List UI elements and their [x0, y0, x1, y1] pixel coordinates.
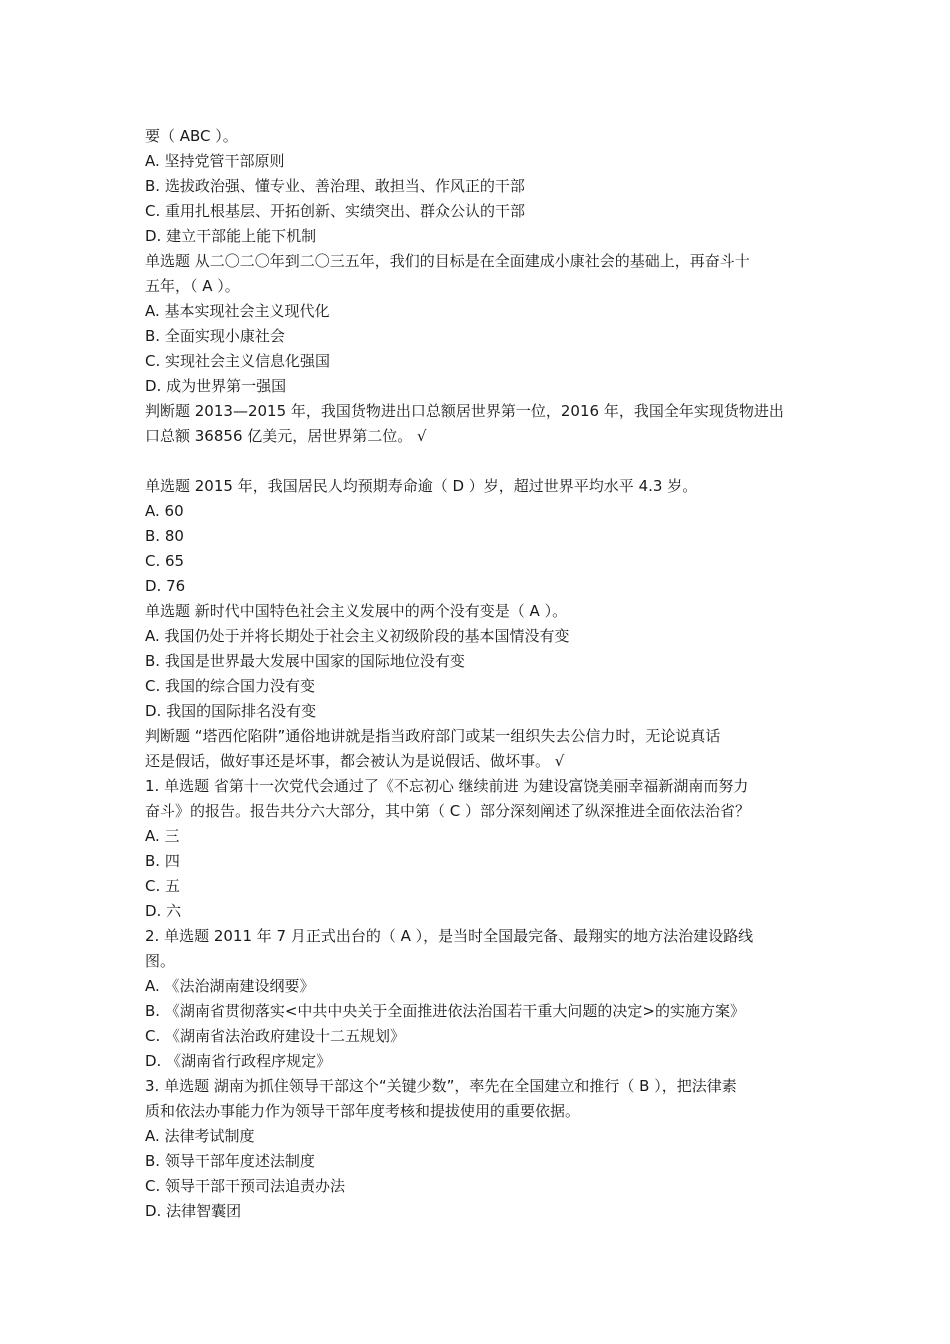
text-line: 1. 单选题 省第十一次党代会通过了《不忘初心 继续前进 为建设富饶美丽幸福新湖南而努力 — [145, 777, 749, 795]
text-line: B. 选拔政治强、懂专业、善治理、敢担当、作风正的干部 — [145, 177, 525, 195]
text-line: 奋斗》的报告。报告共分六大部分，其中第（ C ）部分深刻阐述了纵深推进全面依法治省？ — [145, 802, 751, 820]
text-line: A. 坚持党管干部原则 — [145, 152, 285, 170]
text-line: C. 《湖南省法治政府建设十二五规划》 — [145, 1027, 406, 1045]
text-line: A. 基本实现社会主义现代化 — [145, 302, 330, 320]
text-line: C. 我国的综合国力没有变 — [145, 677, 316, 695]
text-line: 2. 单选题 2011 年 7 月正式出台的（ A ），是当时全国最完备、最翔实的地方法治建设路线 — [145, 927, 754, 945]
text-line: A. 《法治湖南建设纲要》 — [145, 977, 315, 995]
blank-line — [145, 449, 810, 474]
text-line: A. 我国仍处于并将长期处于社会主义初级阶段的基本国情没有变 — [145, 627, 570, 645]
text-line: D. 成为世界第一强国 — [145, 377, 287, 395]
text-line: B. 我国是世界最大发展中国家的国际地位没有变 — [145, 652, 465, 670]
text-line: 单选题 从二〇二〇年到二〇三五年，我们的目标是在全面建成小康社会的基础上，再奋斗十 — [145, 252, 750, 270]
text-line: A. 60 — [145, 502, 184, 520]
text-line: C. 领导干部干预司法追责办法 — [145, 1177, 346, 1195]
text-line: A. 法律考试制度 — [145, 1127, 255, 1145]
text-line: C. 实现社会主义信息化强国 — [145, 352, 331, 370]
text-line: 单选题 新时代中国特色社会主义发展中的两个没有变是（ A ）。 — [145, 602, 568, 620]
text-line: D. 《湖南省行政程序规定》 — [145, 1052, 332, 1070]
text-line: C. 65 — [145, 552, 185, 570]
text-line: B. 80 — [145, 527, 184, 545]
text-line: 判断题 “塔西佗陷阱”通俗地讲就是指当政府部门或某一组织失去公信力时，无论说真话 — [145, 727, 721, 745]
text-line: 五年，（ A ）。 — [145, 277, 240, 295]
text-line: B. 四 — [145, 852, 180, 870]
text-line: D. 我国的国际排名没有变 — [145, 702, 317, 720]
text-line: D. 法律智囊团 — [145, 1202, 242, 1220]
text-line: 单选题 2015 年，我国居民人均预期寿命逾（ D ）岁，超过世界平均水平 4.3 岁。 — [145, 477, 698, 495]
text-line: 口总额 36856 亿美元，居世界第二位。 √ — [145, 427, 427, 445]
text-line: 质和依法办事能力作为领导干部年度考核和提拔使用的重要依据。 — [145, 1102, 581, 1120]
text-line: 3. 单选题 湖南为抓住领导干部这个“关键少数”，率先在全国建立和推行（ B ），把法律素 — [145, 1077, 737, 1095]
text-line: D. 建立干部能上能下机制 — [145, 227, 317, 245]
text-line: B. 全面实现小康社会 — [145, 327, 285, 345]
text-line: B. 领导干部年度述法制度 — [145, 1152, 315, 1170]
text-line: C. 五 — [145, 877, 181, 895]
text-line: 图。 — [145, 952, 176, 970]
text-line: A. 三 — [145, 827, 180, 845]
text-line: 要（ ABC ）。 — [145, 127, 238, 145]
text-line: C. 重用扎根基层、开拓创新、实绩突出、群众公认的干部 — [145, 202, 526, 220]
document-body — [145, 124, 810, 1224]
text-line: D. 76 — [145, 577, 186, 595]
text-line: 判断题 2013—2015 年，我国货物进出口总额居世界第一位，2016 年，我国全年实现货物进出 — [145, 402, 784, 420]
text-line: D. 六 — [145, 902, 182, 920]
text-line: 还是假话，做好事还是坏事，都会被认为是说假话、做坏事。 √ — [145, 752, 565, 770]
text-line: B. 《湖南省贯彻落实<中共中央关于全面推进依法治国若干重大问题的决定>的实施方案》 — [145, 1002, 745, 1020]
